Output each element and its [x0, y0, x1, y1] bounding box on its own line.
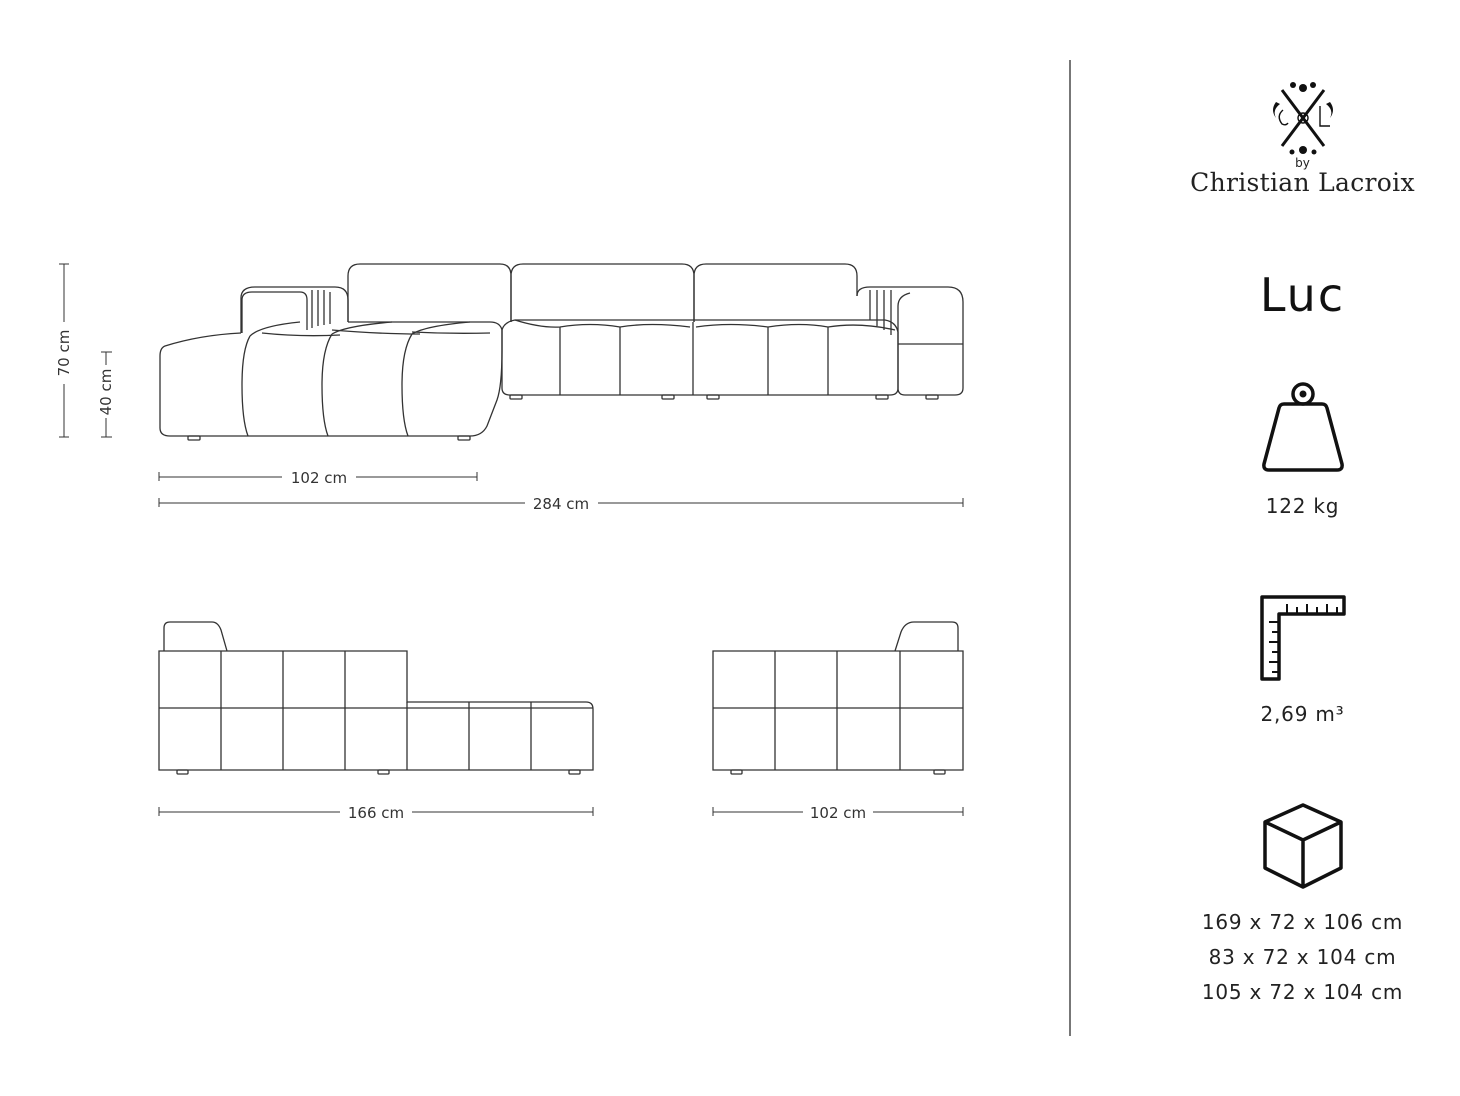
chaise-depth-label: 166 cm: [347, 804, 405, 822]
brand-name: Christian Lacroix: [1190, 168, 1415, 197]
box-icon: [1261, 802, 1345, 890]
chaise-width-label: 102 cm: [290, 469, 348, 487]
weight-value: 122 kg: [1265, 494, 1340, 518]
brand-by-text: by: [1295, 156, 1310, 170]
seat-height-label: 40 cm: [97, 368, 115, 416]
product-info-panel: [1140, 0, 1460, 1096]
model-name: Luc: [1259, 268, 1346, 322]
package-dimensions-1: 169 x 72 x 106 cm: [1201, 910, 1404, 934]
ruler-corner-icon: [1259, 594, 1347, 682]
package-dimensions-2: 83 x 72 x 104 cm: [1208, 945, 1397, 969]
height-total-label: 70 cm: [55, 329, 73, 377]
cxl-logo: [1268, 80, 1338, 156]
weight-icon: [1262, 382, 1344, 474]
total-width-label: 284 cm: [532, 495, 590, 513]
depth-label: 102 cm: [809, 804, 867, 822]
volume-value: 2,69 m³: [1260, 702, 1345, 726]
package-dimensions-3: 105 x 72 x 104 cm: [1201, 980, 1404, 1004]
